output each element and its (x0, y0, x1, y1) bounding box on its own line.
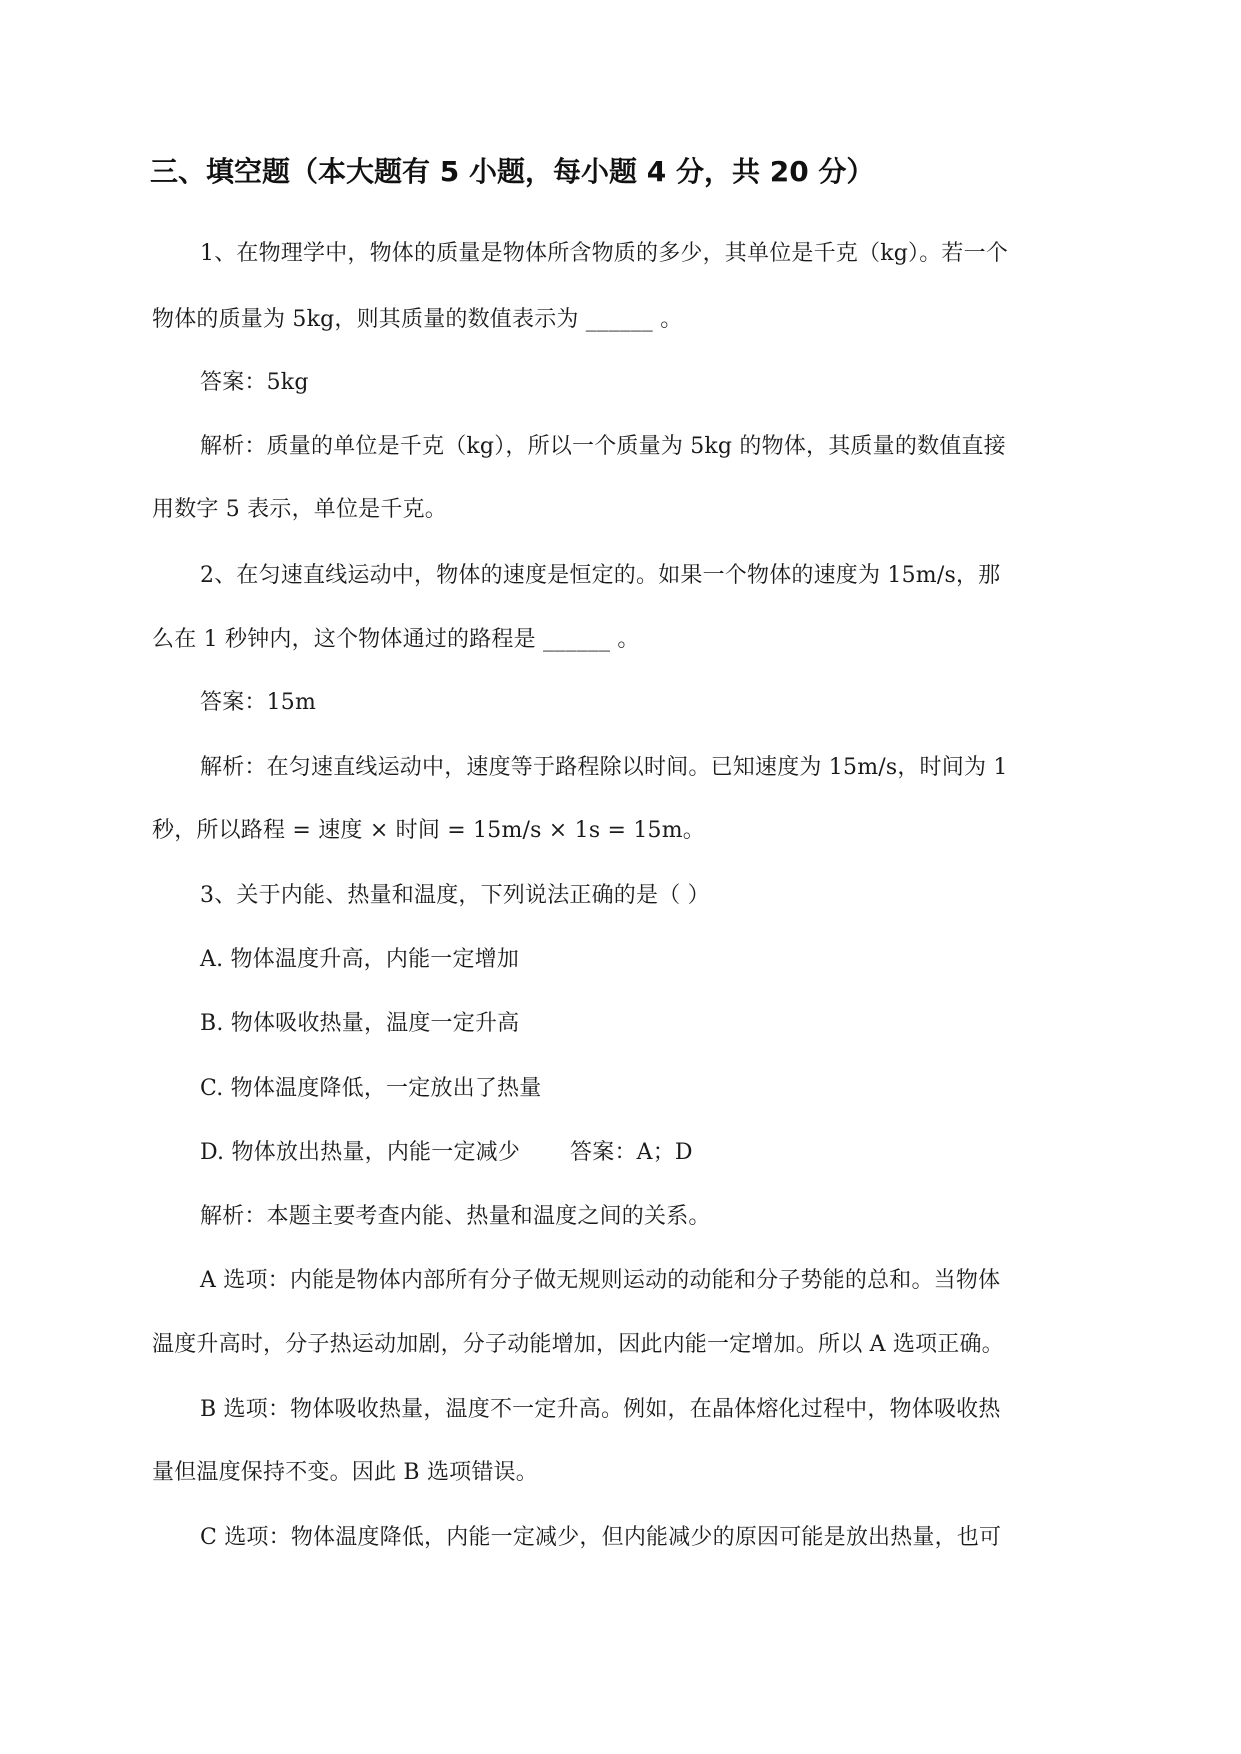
q1-stem-line-2: 物体的质量为 5kg，则其质量的数值表示为 ______ 。 (152, 307, 683, 332)
q3-option-c: C. 物体温度降低，一定放出了热量 (200, 1076, 542, 1101)
q3-option-c-explanation-line-1: C 选项：物体温度降低，内能一定减少，但内能减少的原因可能是放出热量，也可 (200, 1525, 1002, 1550)
q3-option-b: B. 物体吸收热量，温度一定升高 (200, 1011, 520, 1036)
q1-stem-line-1: 1、在物理学中，物体的质量是物体所含物质的多少，其单位是千克（kg）。若一个 (200, 241, 1009, 266)
q1-answer: 答案：5kg (200, 370, 309, 395)
q3-stem: 3、关于内能、热量和温度，下列说法正确的是（ ） (200, 883, 710, 908)
q2-stem-line-2: 么在 1 秒钟内，这个物体通过的路程是 ______ 。 (152, 627, 640, 652)
q2-stem-line-1: 2、在匀速直线运动中，物体的速度是恒定的。如果一个物体的速度为 15m/s，那 (200, 563, 1001, 588)
q2-analysis-line-2: 秒，所以路程 = 速度 × 时间 = 15m/s × 1s = 15m。 (152, 818, 706, 843)
q1-analysis-line-1: 解析：质量的单位是千克（kg），所以一个质量为 5kg 的物体，其质量的数值直接 (200, 434, 1006, 459)
q3-option-a: A. 物体温度升高，内能一定增加 (200, 947, 520, 972)
q1-analysis-line-2: 用数字 5 表示，单位是千克。 (152, 497, 447, 522)
q3-option-b-explanation-line-2: 量但温度保持不变。因此 B 选项错误。 (152, 1460, 538, 1485)
q2-analysis-line-1: 解析：在匀速直线运动中，速度等于路程除以时间。已知速度为 15m/s，时间为 1 (200, 755, 1008, 780)
q3-option-a-explanation-line-1: A 选项：内能是物体内部所有分子做无规则运动的动能和分子势能的总和。当物体 (200, 1268, 1001, 1293)
q3-analysis: 解析：本题主要考查内能、热量和温度之间的关系。 (200, 1204, 711, 1229)
q3-option-d: D. 物体放出热量，内能一定减少 (200, 1140, 521, 1165)
q2-answer: 答案：15m (200, 690, 317, 715)
section-heading: 三、填空题（本大题有 5 小题，每小题 4 分，共 20 分） (150, 155, 875, 188)
q3-option-a-explanation-line-2: 温度升高时，分子热运动加剧，分子动能增加，因此内能一定增加。所以 A 选项正确。 (152, 1332, 1004, 1357)
q3-option-b-explanation-line-1: B 选项：物体吸收热量，温度不一定升高。例如，在晶体熔化过程中，物体吸收热 (200, 1397, 1001, 1422)
q3-answer: 答案：A；D (570, 1140, 693, 1165)
q3-option-d-row (200, 1137, 693, 1169)
